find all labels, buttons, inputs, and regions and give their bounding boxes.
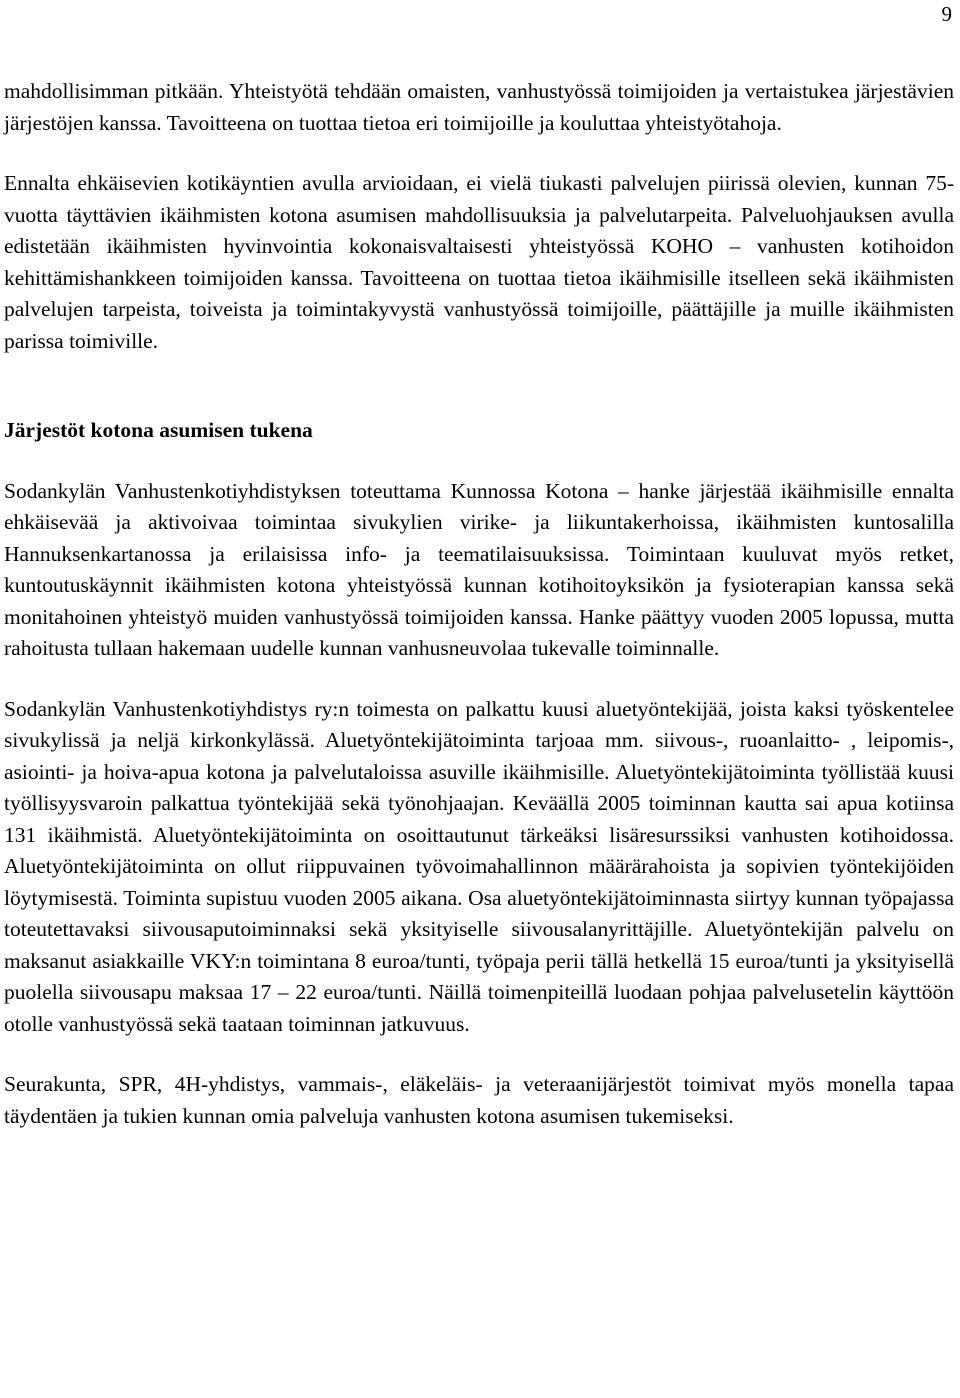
- paragraph-home-visits: Ennalta ehkäisevien kotikäyntien avulla arvioidaan, ei vielä tiukasti palvelujen piirissä olevien, kunnan 75-vuotta täyttävien ikäihmisten kotona asumisen mahdollisuuksia ja palvelutarpeita. Palveluohjauksen avulla edistetään ikäihmisten hyvinvointia kokonaisvaltaisesti yhteistyössä KOHO – vanhusten kotihoidon kehittämishankkeen toimijoiden kanssa. Tavoitteena on tuottaa tietoa ikäihmisille itselleen sekä ikäihmisten palvelujen tarpeista, toiveista ja toimintakyvystä vanhustyössä toimijoille, päättäjille ja muille ikäihmisten parissa toimiville.: [4, 171, 954, 353]
- paragraph-area-workers: Sodankylän Vanhustenkotiyhdistys ry:n toimesta on palkattu kuusi aluetyöntekijää, joista kaksi työskentelee sivukylissä ja neljä kirkonkylässä. Aluetyöntekijätoiminta tarjoaa mm. siivous-, ruoanlaitto- , leipomis-, asiointi- ja hoiva-apua kotona ja palvelutaloissa asuville ikäihmisille. Aluetyöntekijätoiminta työllistää kuusi työllisyysvaroin palkattua työntekijää sekä työnohjaajan. Keväällä 2005 toiminnan kautta sai apua kotiinsa 131 ikäihmistä. Aluetyöntekijätoiminta on osoittautunut tärkeäksi lisäresurssiksi vanhusten kotihoidossa. Aluetyöntekijätoiminta on ollut riippuvainen työvoimahallinnon määrärahoista ja sopivien työntekijöiden löytymisestä. Toiminta supistuu vuoden 2005 aikana. Osa aluetyöntekijätoiminnasta siirtyy kunnan työpajassa toteutettavaksi siivousaputoiminnaksi sekä yksityiselle siivousalanyrittäjille. Aluetyöntekijän palvelu on maksanut asiakkaille VKY:n toimintana 8 euroa/tunti, työpaja perii tällä hetkellä 15 euroa/tunti ja yksityisellä puolella siivousapu maksaa 17 – 22 euroa/tunti. Näillä toimenpiteillä luodaan pohjaa palvelusetelin käyttöön otolle vanhustyössä sekä taataan toiminnan jatkuvuus.: [4, 696, 954, 1036]
- section-heading: Järjestöt kotona asumisen tukena: [4, 418, 313, 442]
- page-body: [4, 76, 954, 1132]
- paragraph-kunnossa-kotona: Sodankylän Vanhustenkotiyhdistyksen toteuttama Kunnossa Kotona – hanke järjestää ikäihmisille ennalta ehkäisevää ja aktivoivaa toimintaa sivukylien virike- ja liikuntakerhoissa, ikäihmisten kuntosalilla Hannuksenkartanossa ja erilaisissa info- ja teematilaisuuksissa. Toimintaan kuuluvat myös retket, kuntoutuskäynnit ikäihmisten kotona yhteistyössä kunnan kotihoitoyksikön ja fysioterapian kanssa sekä monitahoinen yhteistyö muiden vanhustyössä toimijoiden kanssa. Hanke päättyy vuoden 2005 lopussa, mutta rahoitusta tullaan hakemaan uudelle kunnan vanhusneuvolaa tukevalle toiminnalle.: [4, 478, 954, 660]
- page-number: 9: [941, 2, 952, 26]
- paragraph-organizations: Seurakunta, SPR, 4H-yhdistys, vammais-, eläkeläis- ja veteraanijärjestöt toimivat myös monella tapaa täydentäen ja tukien kunnan omia palveluja vanhusten kotona asumisen tukemiseksi.: [4, 1072, 954, 1128]
- paragraph-continuation: mahdollisimman pitkään. Yhteistyötä tehdään omaisten, vanhustyössä toimijoiden ja vertaistukea järjestävien järjestöjen kanssa. Tavoitteena on tuottaa tietoa eri toimijoille ja kouluttaa yhteistyötahoja.: [4, 79, 954, 135]
